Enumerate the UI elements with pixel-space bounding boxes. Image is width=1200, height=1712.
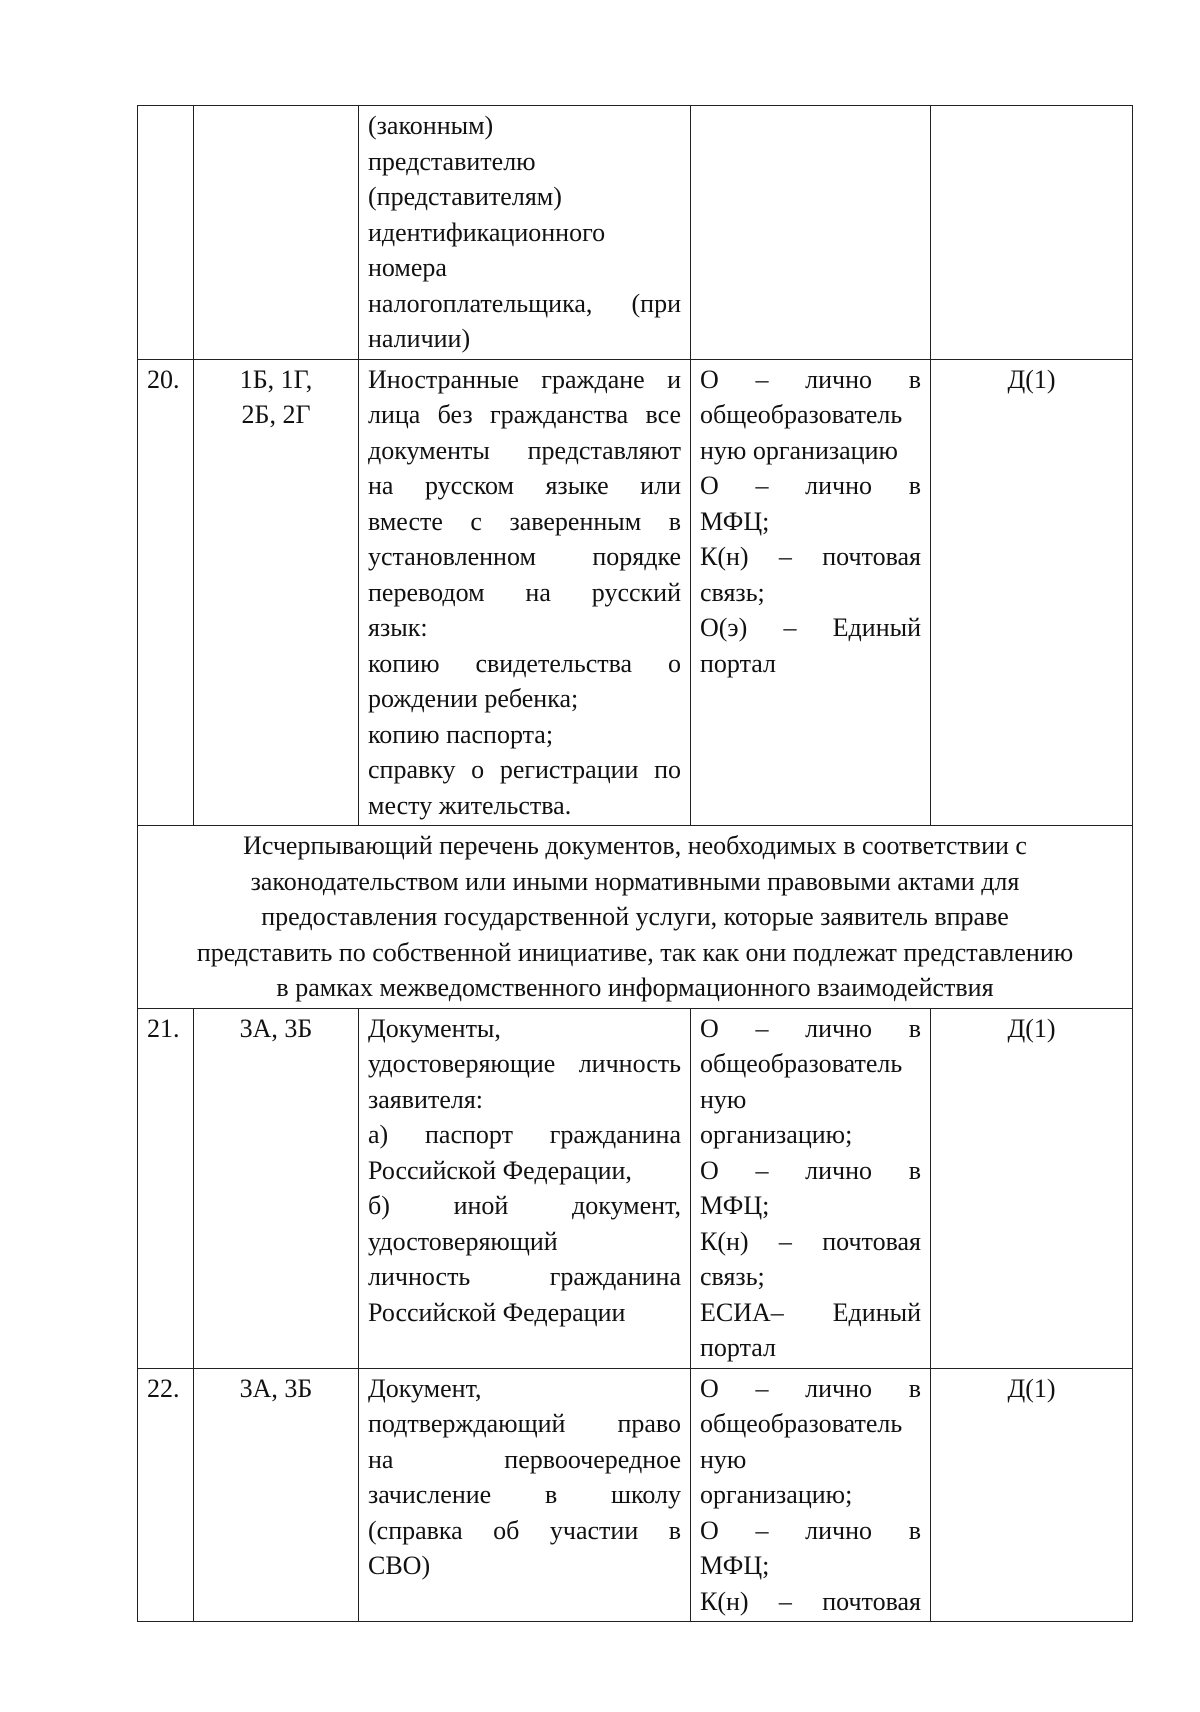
- method-line: ную: [700, 1084, 747, 1114]
- description-line: копию паспорта;: [368, 719, 554, 749]
- description-line: документы представляют: [368, 435, 681, 465]
- section-heading-line: в рамках межведомственного информационного взаимодействия: [276, 973, 994, 1002]
- method-line: общеобразователь: [700, 1409, 903, 1438]
- table-row: [138, 106, 1133, 360]
- description-line: СВО): [368, 1551, 431, 1580]
- category-line: 3А, 3Б: [239, 1373, 313, 1403]
- result-code: Д(1): [931, 359, 1133, 826]
- method-line: О(э) – Единый: [700, 613, 921, 642]
- method-line: ную: [700, 1444, 747, 1474]
- description-line: заявителя:: [368, 1084, 484, 1114]
- section-heading-line: законодательством или иными нормативными правовыми актами для: [250, 866, 1020, 896]
- category-line: 1Б, 1Г,: [239, 364, 313, 394]
- section-heading-row: [138, 826, 1133, 1009]
- table-row: [138, 1008, 1133, 1368]
- applicant-categories: [194, 1368, 359, 1622]
- description-line: язык:: [368, 613, 428, 642]
- method-line: О – лично в: [700, 1155, 921, 1185]
- method-line: общеобразователь: [700, 1049, 903, 1078]
- method-line: МФЦ;: [700, 1191, 770, 1220]
- description-line: Иностранные граждане и: [368, 364, 681, 394]
- result-code: Д(1): [931, 1008, 1133, 1368]
- category-line: 3А, 3Б: [239, 1013, 313, 1043]
- row-number: 22.: [138, 1368, 194, 1622]
- table-row: [138, 359, 1133, 826]
- description-line: зачисление в школу: [368, 1480, 681, 1509]
- description-line: налогоплательщика, (при: [368, 288, 681, 318]
- description-line: вместе с заверенным в: [368, 506, 681, 536]
- method-line: О – лично в: [700, 1013, 921, 1043]
- category-line: 2Б, 2Г: [241, 400, 311, 429]
- method-line: организацию;: [700, 1480, 853, 1509]
- description-line: наличии): [368, 324, 471, 353]
- method-line: МФЦ;: [700, 506, 770, 536]
- method-line: ЕСИА– Единый: [700, 1297, 921, 1327]
- description-line: представителю: [368, 146, 536, 176]
- submission-method: [691, 1368, 931, 1622]
- description-line: а) паспорт гражданина: [368, 1120, 681, 1149]
- method-line: портал: [700, 1333, 776, 1362]
- section-heading-line: представить по собственной инициативе, так как они подлежат представлению: [196, 937, 1074, 967]
- method-line: К(н) – почтовая: [700, 1586, 921, 1616]
- description-line: б) иной документ,: [368, 1191, 681, 1220]
- description-line: личность гражданина: [368, 1262, 681, 1291]
- method-line: МФЦ;: [700, 1551, 770, 1580]
- method-line: связь;: [700, 577, 765, 607]
- description-line: установленном порядке: [368, 542, 681, 571]
- row-number: [138, 106, 194, 360]
- submission-method: [691, 1008, 931, 1368]
- document-description: [359, 1008, 691, 1368]
- applicant-categories: [194, 106, 359, 360]
- method-line: О – лично в: [700, 364, 921, 394]
- method-line: О – лично в: [700, 1515, 921, 1545]
- description-line: удостоверяющие личность: [368, 1049, 681, 1078]
- description-line: справку о регистрации по: [368, 755, 681, 784]
- method-line: О – лично в: [700, 1373, 921, 1403]
- description-line: (представителям): [368, 182, 562, 211]
- description-line: Документ,: [368, 1373, 482, 1403]
- method-line: организацию;: [700, 1120, 853, 1149]
- applicant-categories: [194, 359, 359, 826]
- description-line: лица без гражданства все: [368, 400, 681, 429]
- submission-method: [691, 359, 931, 826]
- description-line: Российской Федерации: [368, 1297, 626, 1327]
- method-line: О – лично в: [700, 471, 921, 500]
- description-line: на русском языке или: [368, 471, 681, 500]
- section-heading-line: предоставления государственной услуги, которые заявитель вправе: [261, 902, 1009, 931]
- submission-method: [691, 106, 931, 360]
- documents-table: [137, 105, 1133, 1622]
- description-line: месту жительства.: [368, 790, 572, 820]
- row-number: 20.: [138, 359, 194, 826]
- method-line: К(н) – почтовая: [700, 1226, 921, 1256]
- document-description: [359, 106, 691, 360]
- description-line: на первоочередное: [368, 1444, 681, 1474]
- applicant-categories: [194, 1008, 359, 1368]
- method-line: связь;: [700, 1262, 765, 1291]
- description-line: номера: [368, 253, 447, 282]
- description-line: Российской Федерации,: [368, 1155, 632, 1185]
- method-line: ную организацию: [700, 435, 898, 465]
- description-line: подтверждающий право: [368, 1409, 681, 1438]
- description-line: рождении ребенка;: [368, 684, 579, 713]
- method-line: портал: [700, 648, 776, 678]
- row-number: 21.: [138, 1008, 194, 1368]
- document-description: [359, 1368, 691, 1622]
- section-heading-line: Исчерпывающий перечень документов, необходимых в соответствии с: [243, 831, 1027, 860]
- description-line: переводом на русский: [368, 577, 681, 607]
- description-line: копию свидетельства о: [368, 648, 681, 678]
- description-line: идентификационного: [368, 217, 606, 247]
- method-line: К(н) – почтовая: [700, 542, 921, 571]
- table-row: [138, 1368, 1133, 1622]
- description-line: (законным): [368, 111, 494, 140]
- result-code: [931, 106, 1133, 360]
- description-line: удостоверяющий: [368, 1226, 558, 1256]
- method-line: общеобразователь: [700, 400, 903, 429]
- section-heading: [138, 826, 1133, 1009]
- result-code: Д(1): [931, 1368, 1133, 1622]
- document-description: [359, 359, 691, 826]
- description-line: (справка об участии в: [368, 1515, 681, 1545]
- description-line: Документы,: [368, 1013, 501, 1043]
